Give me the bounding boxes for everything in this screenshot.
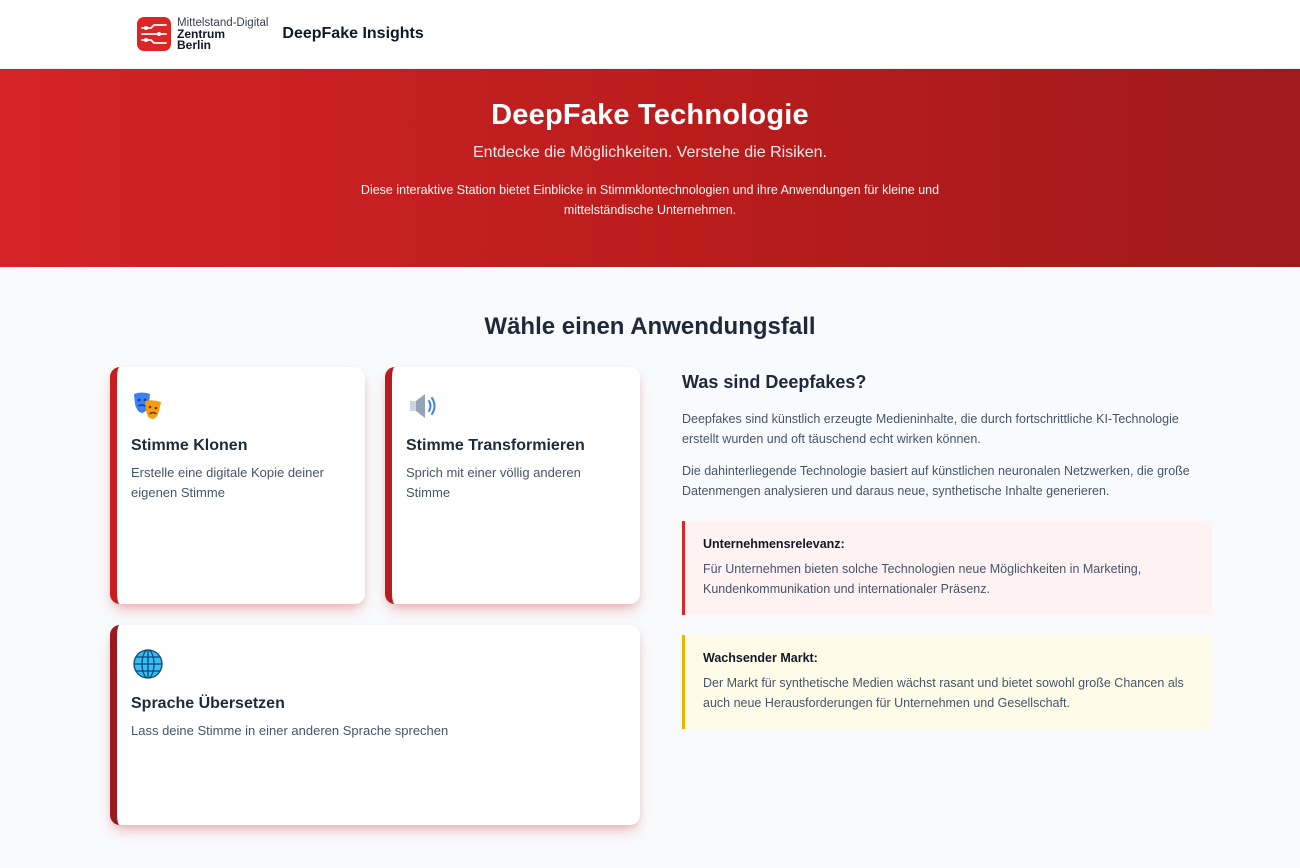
section-title: Wähle einen Anwendungsfall xyxy=(484,313,816,340)
info-panel xyxy=(682,372,1212,729)
note-business-relevance xyxy=(682,521,1212,615)
info-paragraph: Die dahinterliegende Technologie basiert auf künstlichen neuronalen Netzwerken, die große Datenmengen analysieren und daraus neue, synthetische Inhalte generieren. xyxy=(682,464,1190,498)
hero-banner xyxy=(0,69,1300,267)
hero-description: Diese interaktive Station bietet Einblicke in Stimmklontechnologien und ihre Anwendungen für kleine und mittelständische Unternehmen. xyxy=(360,183,940,217)
speaker-icon xyxy=(406,389,440,423)
info-title: Was sind Deepfakes? xyxy=(682,372,867,392)
card-translate[interactable] xyxy=(110,625,640,825)
note-text: Der Markt für synthetische Medien wächst rasant und bietet sowohl große Chancen als auch neue Herausforderungen für Unternehmen und Gesellschaft. xyxy=(703,676,1184,710)
card-voice-transform[interactable] xyxy=(385,367,640,604)
theater-masks-icon xyxy=(131,389,165,423)
logo[interactable] xyxy=(137,17,268,51)
info-paragraph: Deepfakes sind künstlich erzeugte Medieninhalte, die durch fortschrittliche KI-Technologie erstellt wurden und oft täuschend echt wirken können. xyxy=(682,412,1179,446)
logo-line-2: Zentrum xyxy=(177,26,225,41)
logo-text xyxy=(177,18,268,51)
card-title: Stimme Transformieren xyxy=(406,437,585,454)
card-title: Sprache Übersetzen xyxy=(131,695,285,712)
circuit-logo-icon xyxy=(137,17,171,51)
card-description: Sprich mit einer völlig anderen Stimme xyxy=(406,465,581,500)
brand-title[interactable]: DeepFake Insights xyxy=(282,25,424,42)
card-voice-clone[interactable] xyxy=(110,367,365,604)
top-header xyxy=(0,0,1300,69)
note-text: Für Unternehmen bieten solche Technologien neue Möglichkeiten in Marketing, Kundenkommunikation und internationaler Präsenz. xyxy=(703,562,1142,596)
logo-line-3: Berlin xyxy=(177,37,212,52)
logo-line-1: Mittelstand-Digital xyxy=(177,16,269,29)
hero-title: DeepFake Technologie xyxy=(491,99,809,131)
card-description: Lass deine Stimme in einer anderen Sprache sprechen xyxy=(131,723,449,738)
globe-icon xyxy=(131,647,165,681)
hero-subtitle: Entdecke die Möglichkeiten. Verstehe die Risiken. xyxy=(473,144,827,161)
note-growing-market xyxy=(682,635,1212,729)
card-title: Stimme Klonen xyxy=(131,437,248,454)
note-title: Unternehmensrelevanz: xyxy=(703,537,845,551)
use-case-cards xyxy=(110,367,640,827)
note-title: Wachsender Markt: xyxy=(703,651,818,665)
card-description: Erstelle eine digitale Kopie deiner eigenen Stimme xyxy=(131,465,324,500)
